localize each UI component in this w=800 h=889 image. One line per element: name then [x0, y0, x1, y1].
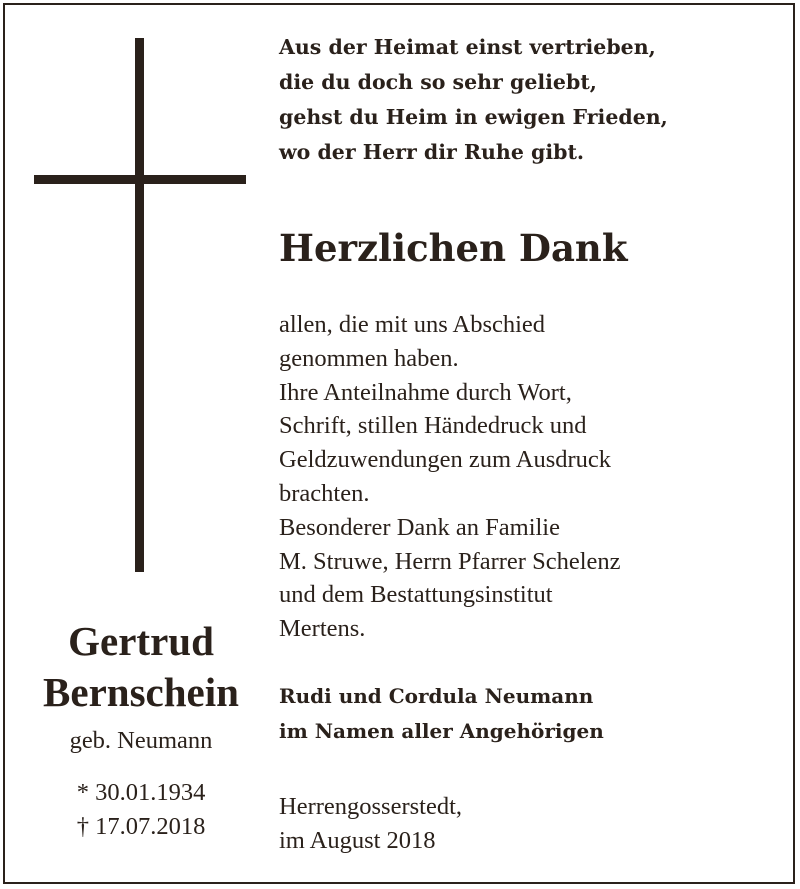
signers: [279, 679, 784, 749]
place-line: Herrengosserstedt,: [279, 793, 463, 820]
thanks-line: genommen haben.: [279, 344, 459, 372]
thanks-line: Ihre Anteilnahme durch Wort,: [279, 378, 572, 406]
deceased-born-name: geb. Neumann: [69, 727, 213, 754]
poem: [279, 30, 784, 170]
deceased-block: [10, 616, 272, 844]
thanks-line: allen, die mit uns Abschied: [279, 311, 546, 338]
poem-line: wo der Herr dir Ruhe gibt.: [279, 140, 585, 164]
poem-line: gehst du Heim in ewigen Frieden,: [279, 105, 668, 129]
thanks-line: und dem Bestattungsinstitut: [279, 581, 553, 609]
cross-vertical-beam: [135, 38, 144, 572]
poem-line: die du doch so sehr geliebt,: [279, 70, 597, 94]
signers-line: im Namen aller Angehörigen: [279, 719, 604, 743]
death-date: † 17.07.2018: [76, 813, 206, 840]
cross-horizontal-beam: [34, 175, 246, 184]
thanks-line: brachten.: [279, 479, 370, 507]
deceased-first-name: Gertrud: [68, 618, 214, 664]
thanks-line: Besonderer Dank an Familie: [279, 513, 560, 541]
thanks-line: Schrift, stillen Händedruck und: [279, 412, 587, 440]
poem-line: Aus der Heimat einst vertrieben,: [279, 35, 656, 59]
signers-line: Rudi und Cordula Neumann: [279, 684, 594, 708]
deceased-last-name: Bernschein: [43, 669, 239, 715]
birth-date: * 30.01.1934: [76, 779, 206, 806]
thanks-line: Geldzuwendungen zum Ausdruck: [279, 446, 612, 474]
place-and-date: [279, 790, 784, 858]
thanks-line: Mertens.: [279, 615, 366, 643]
thanks-line: M. Struwe, Herrn Pfarrer Schelenz: [279, 547, 621, 575]
life-dates: [10, 776, 272, 844]
date-line: im August 2018: [279, 827, 436, 854]
heading: Herzlichen Dank: [279, 226, 628, 270]
thanks-text: [279, 308, 784, 646]
